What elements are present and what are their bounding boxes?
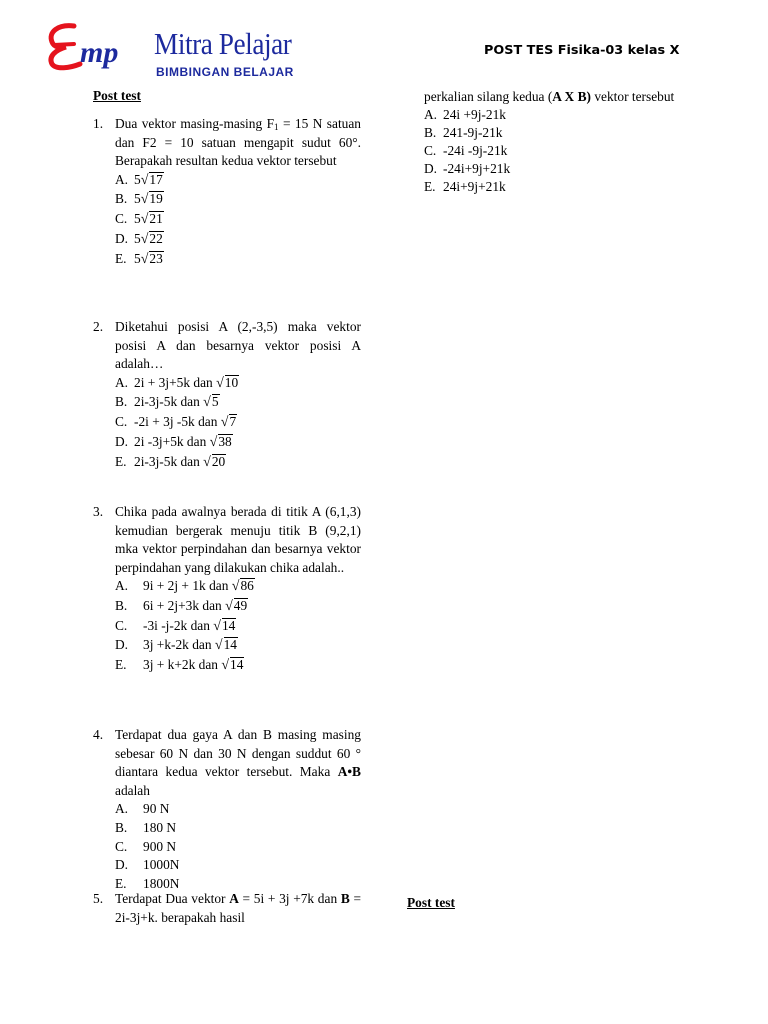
option-d[interactable]: D. 3j +k-2k dan √14 bbox=[115, 637, 237, 654]
question-text: Chika pada awalnya berada di titik A (6,1,3) kemudian bergerak menuju titik B (9,2,1) mka vektor perpindahan dan besarnya vektor perpindahan yang dilakukan chika adalah.. bbox=[115, 504, 361, 575]
section-title-post-test: Post test bbox=[93, 88, 141, 103]
svg-text:mp: mp bbox=[80, 36, 119, 69]
mitra-pelajar-logo-mark bbox=[44, 20, 154, 72]
option-b[interactable]: B. 2i-3j-5k dan √5 bbox=[115, 394, 219, 411]
question-number: 3. bbox=[93, 504, 104, 519]
logo-tagline: BIMBINGAN BELAJAR bbox=[156, 65, 294, 79]
question-text: Diketahui posisi A (2,-3,5) maka vektor posisi A dan besarnya vektor posisi A adalah… bbox=[115, 319, 361, 371]
question-text-continued: perkalian silang kedua (A X B) vektor tersebut bbox=[424, 89, 675, 104]
question-5 bbox=[93, 890, 361, 927]
question-number: 5. bbox=[93, 891, 104, 906]
option-d[interactable]: D. -24i+9j+21k bbox=[424, 161, 511, 176]
answer-options bbox=[115, 171, 361, 270]
option-b[interactable]: B. 180 N bbox=[115, 819, 177, 835]
option-b[interactable]: B. 5√19 bbox=[115, 191, 163, 208]
question-text: Dua vektor masing-masing $F_1 = 15$ N satuan dan F2 = 10 satuan mengapit sudut 60°. Berapakah resultan kedua vektor tersebut bbox=[115, 116, 361, 168]
answer-options bbox=[115, 374, 361, 473]
option-b[interactable]: B. 6i + 2j+3k dan √49 bbox=[115, 597, 248, 614]
question-3 bbox=[93, 503, 361, 676]
option-a[interactable]: A. 2i + 3j+5k dan √10 bbox=[115, 374, 239, 391]
option-e[interactable]: E. 2i-3j-5k dan √20 bbox=[115, 453, 226, 470]
option-c[interactable]: C. -2i + 3j -5k dan √7 bbox=[115, 414, 237, 431]
option-c[interactable]: C. 5√21 bbox=[115, 211, 163, 228]
question-2 bbox=[93, 318, 361, 472]
question-4 bbox=[93, 726, 361, 894]
option-e[interactable]: E. 5√23 bbox=[115, 250, 163, 267]
section-title-post-test-bottom: Post test bbox=[407, 895, 455, 910]
option-d[interactable]: D. 1000N bbox=[115, 857, 180, 873]
option-d[interactable]: D. 5√22 bbox=[115, 230, 163, 247]
option-a[interactable]: A. 9i + 2j + 1k dan √86 bbox=[115, 578, 254, 594]
option-c[interactable]: C. 900 N bbox=[115, 838, 177, 854]
question-text: Terdapat Dua vektor A = 5i + 3j +7k dan B = 2i-3j+k. berapakah hasil bbox=[115, 891, 361, 925]
option-a[interactable]: A. 90 N bbox=[115, 801, 170, 816]
answer-options bbox=[424, 106, 676, 196]
question-1 bbox=[93, 115, 361, 269]
question-number: 4. bbox=[93, 727, 104, 742]
question-number: 1. bbox=[93, 116, 104, 131]
document-title: POST TES Fisika-03 kelas X bbox=[484, 43, 680, 58]
option-e[interactable]: E. 3j + k+2k dan √14 bbox=[115, 657, 244, 674]
question-number: 2. bbox=[93, 319, 104, 334]
option-a[interactable]: A. 24i +9j-21k bbox=[424, 107, 506, 122]
question-5-continued bbox=[424, 88, 676, 196]
option-b[interactable]: B. 241-9j-21k bbox=[424, 125, 503, 140]
option-c[interactable]: C. -3i -j-2k dan √14 bbox=[115, 617, 236, 634]
question-text: Terdapat dua gaya A dan B masing masing sebesar 60 N dan 30 N dengan suddut 60 ° diantara kedua vektor tersebut. Maka A•B adalah bbox=[115, 727, 361, 798]
answer-options bbox=[115, 800, 361, 894]
option-a[interactable]: A. 5√17 bbox=[115, 171, 163, 188]
answer-options bbox=[115, 577, 361, 676]
logo-brand-name: Mitra Pelajar bbox=[154, 26, 292, 61]
option-e[interactable]: E. 1800N bbox=[115, 876, 180, 892]
option-c[interactable]: C. -24i -9j-21k bbox=[424, 143, 508, 158]
option-d[interactable]: D. 2i -3j+5k dan √38 bbox=[115, 433, 232, 450]
option-e[interactable]: E. 24i+9j+21k bbox=[424, 179, 506, 194]
